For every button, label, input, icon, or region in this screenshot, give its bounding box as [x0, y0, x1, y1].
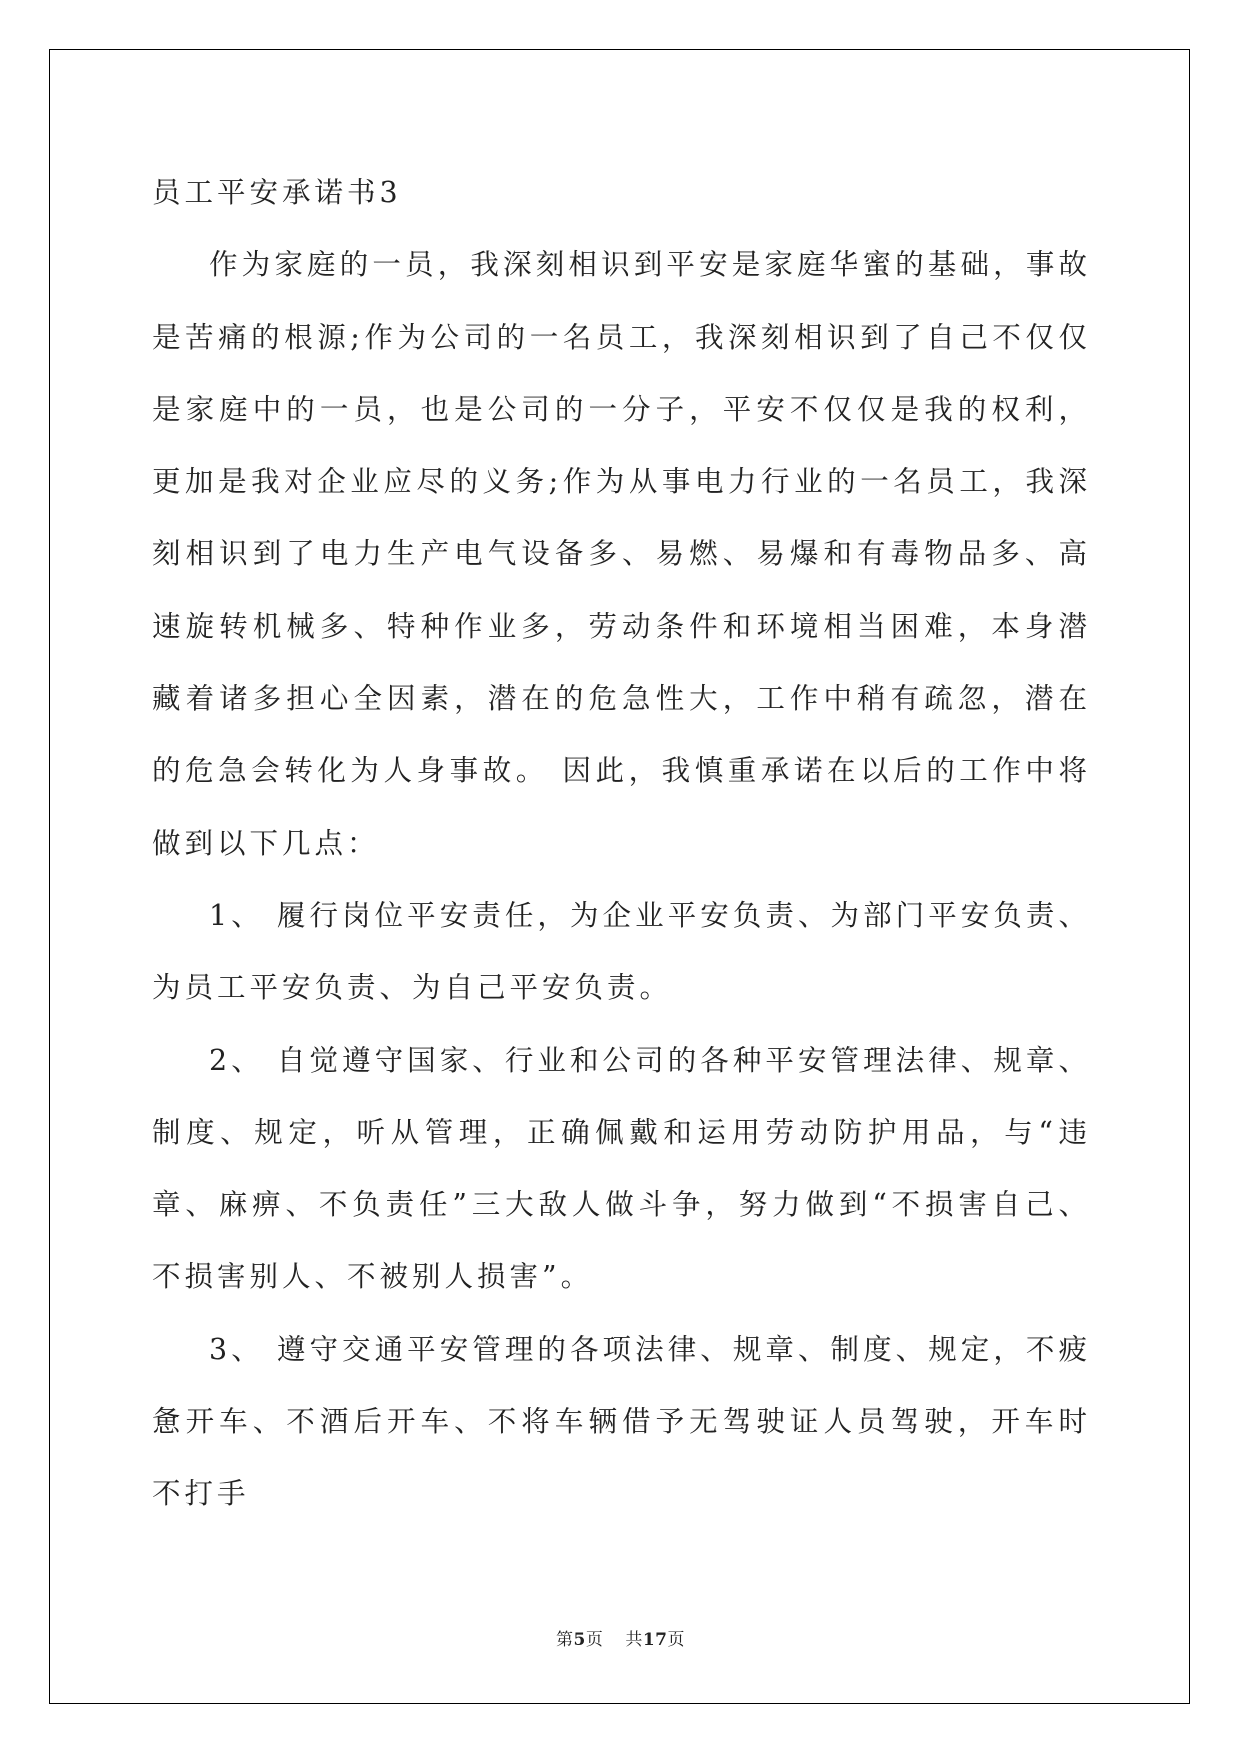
page-footer — [0, 1625, 1241, 1650]
footer-total-suffix: 页 — [667, 1630, 685, 1650]
footer-prefix: 第 — [555, 1630, 574, 1650]
paragraph-intro: 作为家庭的一员，我深刻相识到平安是家庭华蜜的基础，事故是苦痛的根源;作为公司的一名员工，我深刻相识到了自己不仅仅是家庭中的一员，也是公司的一分子，平安不仅仅是我的权利，更加是我对企业应尽的义务;作为从事电力行业的一名员工，我深刻相识到了电力生产电气设备多、易燃、易爆和有毒物品多、高速旋转机械多、特种作业多，劳动条件和环境相当困难，本身潜藏着诸多担心全因素，潜在的危急性大，工作中稍有疏忽，潜在的危急会转化为人身事故。 因此，我慎重承诺在以后的工作中将做到以下几点： — [152, 248, 1091, 860]
paragraph-item-3: 3、 遵守交通平安管理的各项法律、规章、制度、规定，不疲惫开车、不酒后开车、不将车辆借予无驾驶证人员驾驶，开车时不打手 — [152, 1332, 1091, 1511]
footer-total-prefix: 共 — [625, 1630, 643, 1650]
footer-page-suffix: 页 — [585, 1630, 604, 1650]
document-body — [152, 157, 1091, 1531]
footer-total-pages: 17 — [642, 1630, 668, 1650]
paragraph-item-1: 1、 履行岗位平安责任，为企业平安负责、为部门平安负责、为员工平安负责、为自己平安负责。 — [152, 898, 1091, 1005]
paragraph-item-2: 2、 自觉遵守国家、行业和公司的各种平安管理法律、规章、制度、规定，听从管理，正确佩戴和运用劳动防护用品，与“违章、麻痹、不负责任”三大敌人做斗争，努力做到“不损害自己、不损害别人、不被别人损害”。 — [152, 1043, 1091, 1294]
document-title: 员工平安承诺书3 — [152, 176, 402, 209]
footer-page-number: 5 — [573, 1630, 586, 1650]
